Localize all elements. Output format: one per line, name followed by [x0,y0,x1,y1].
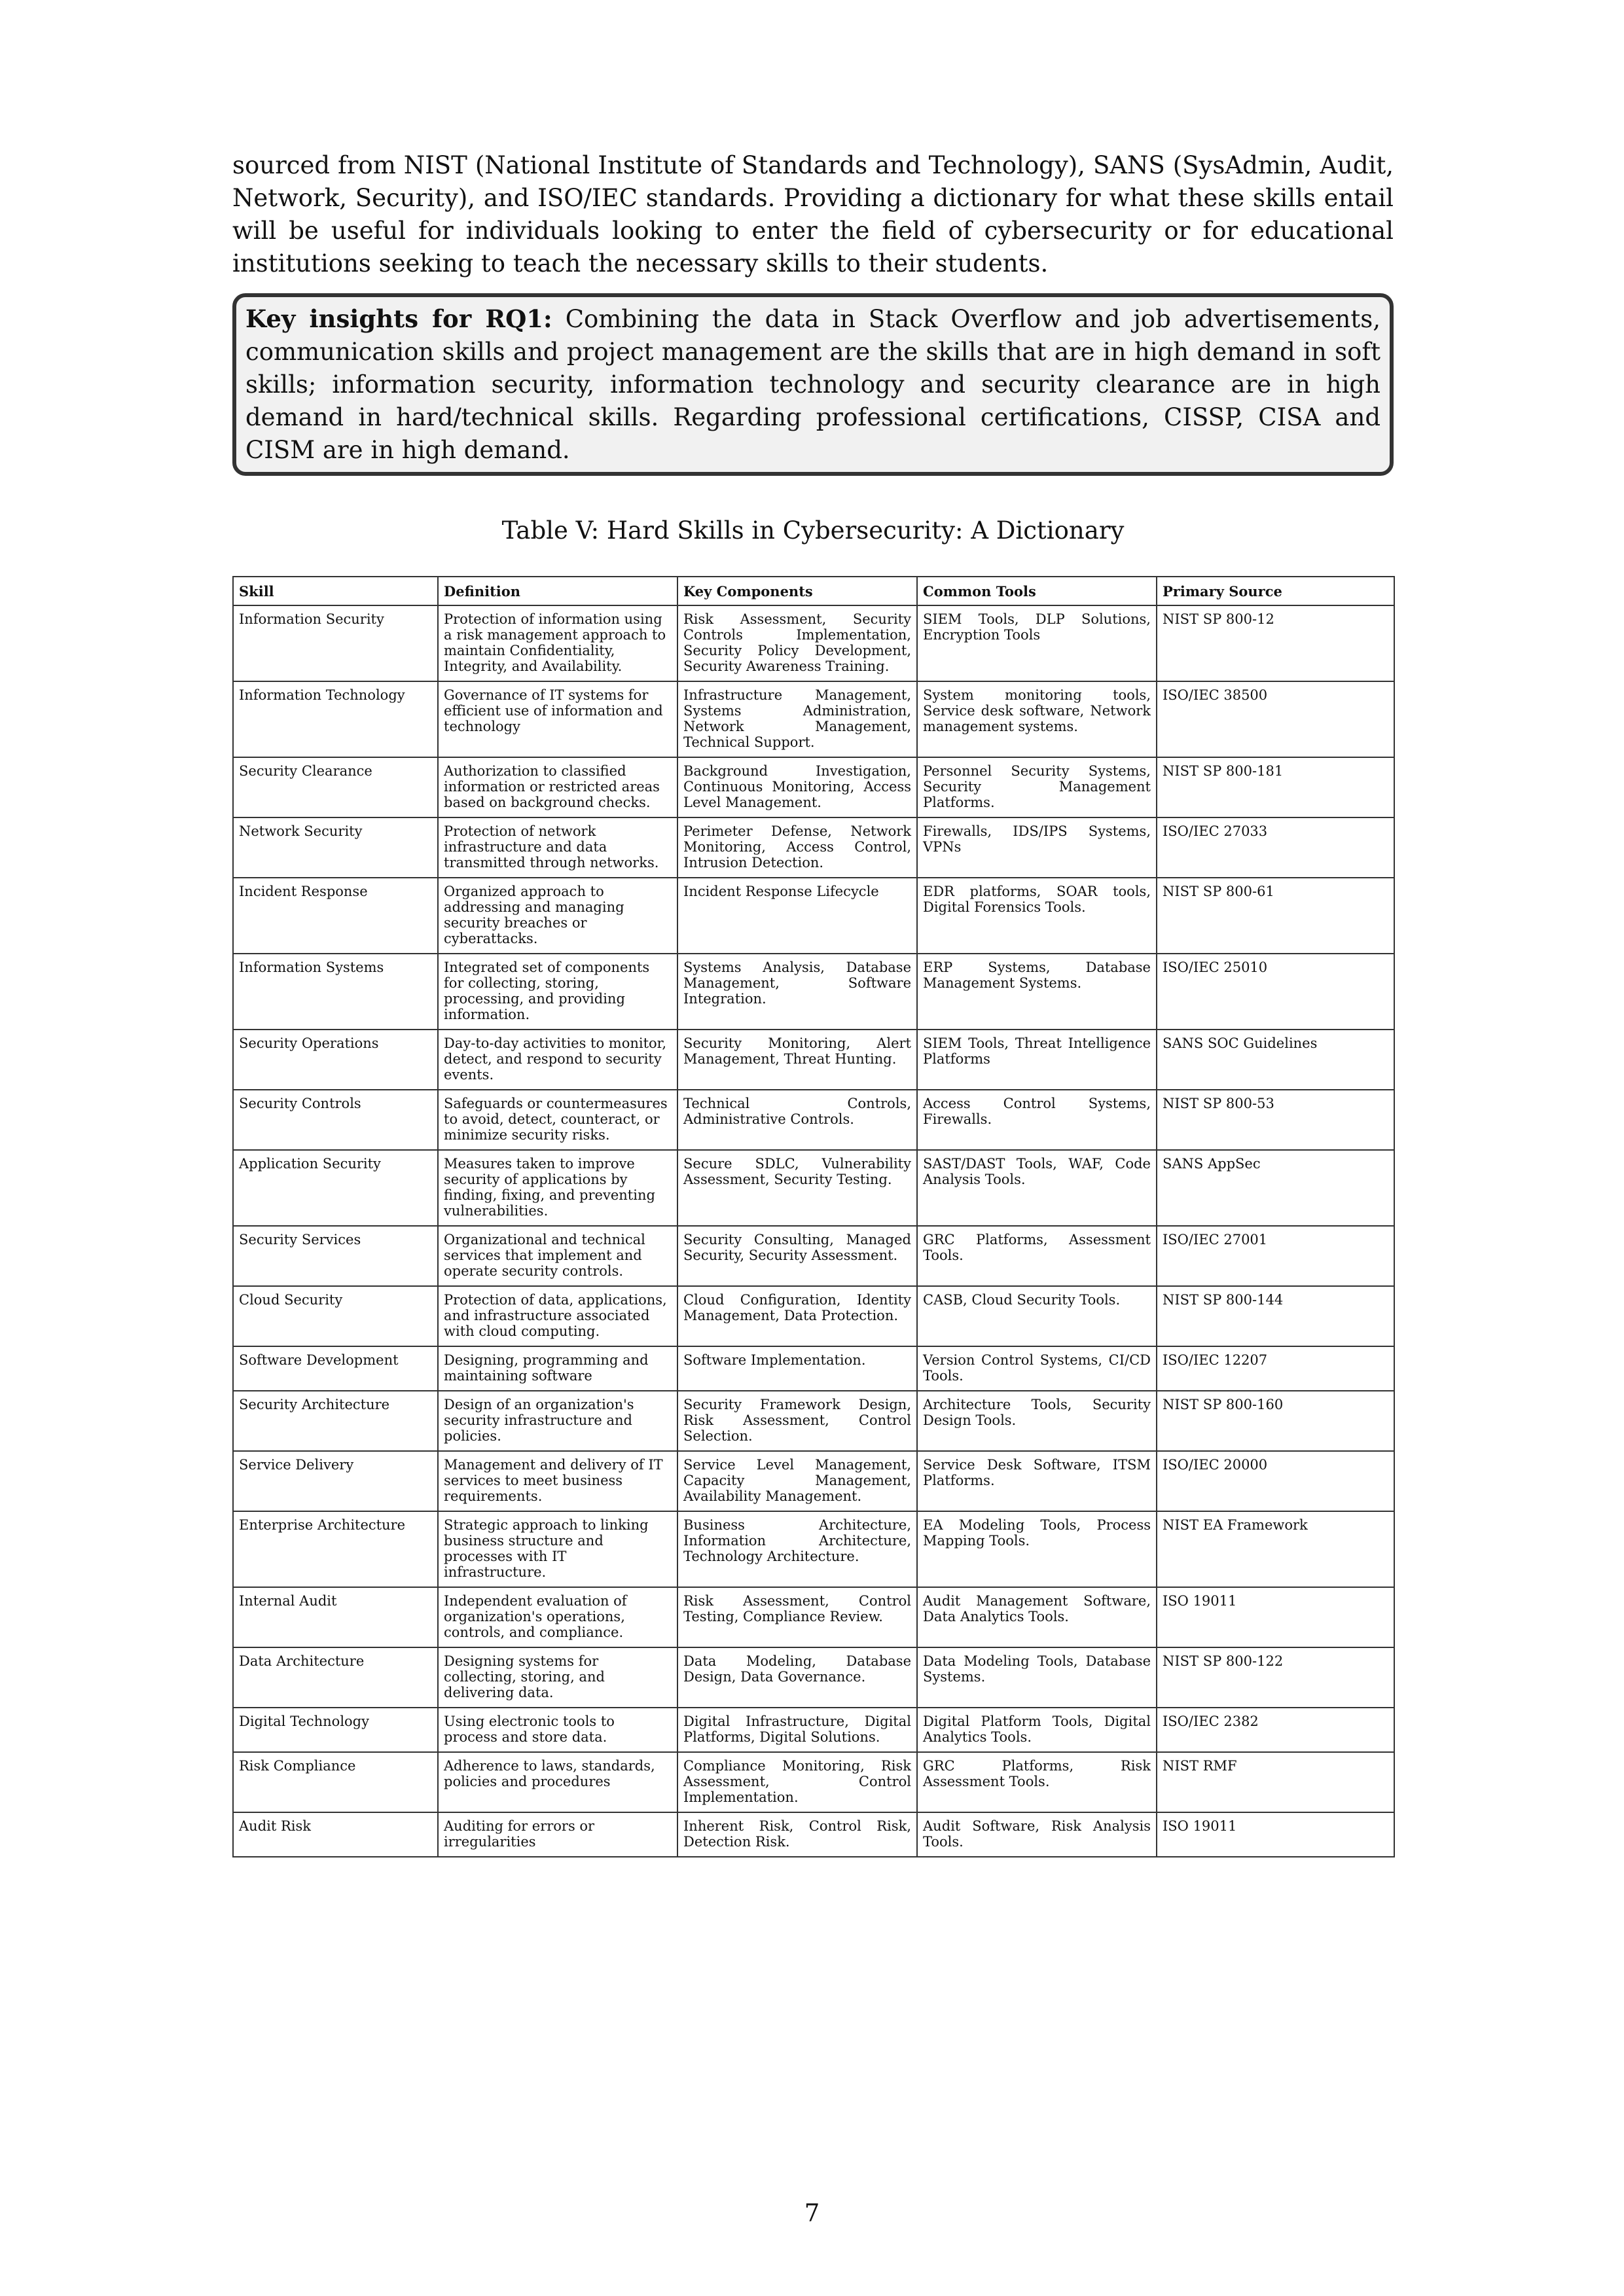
primary-source-cell: NIST SP 800-61 [1157,878,1394,954]
skill-cell: Network Security [233,817,438,878]
table-row [233,605,1394,681]
header-skill: Skill [233,577,438,605]
key-components-cell: Risk Assessment, Control Testing, Compliance Review. [677,1587,917,1647]
key-insights-box [232,293,1394,476]
skill-cell: Internal Audit [233,1587,438,1647]
table-header-row [233,577,1394,605]
primary-source-cell: ISO/IEC 38500 [1157,681,1394,757]
skill-cell: Security Services [233,1226,438,1286]
common-tools-cell: Audit Software, Risk Analysis Tools. [917,1812,1157,1857]
primary-source-cell: NIST SP 800-12 [1157,605,1394,681]
key-components-cell: Cloud Configuration, Identity Management, Data Protection. [677,1286,917,1346]
table-row [233,1708,1394,1752]
page-content [232,149,1394,1857]
table-row [233,1587,1394,1647]
definition-cell: Using electronic tools to process and store data. [438,1708,677,1752]
primary-source-cell: NIST SP 800-53 [1157,1090,1394,1150]
definition-cell: Day-to-day activities to monitor, detect, and respond to security events. [438,1030,677,1090]
table-row [233,1812,1394,1857]
definition-cell: Protection of information using a risk management approach to maintain Confidentiality, Integrity, and Availability. [438,605,677,681]
skill-cell: Incident Response [233,878,438,954]
common-tools-cell: Architecture Tools, Security Design Tools. [917,1391,1157,1451]
definition-cell: Protection of data, applications, and infrastructure associated with cloud computing. [438,1286,677,1346]
common-tools-cell: Digital Platform Tools, Digital Analytics Tools. [917,1708,1157,1752]
header-key-components: Key Components [677,577,917,605]
primary-source-cell: NIST RMF [1157,1752,1394,1812]
skill-cell: Application Security [233,1150,438,1226]
skill-cell: Security Operations [233,1030,438,1090]
common-tools-cell: Version Control Systems, CI/CD Tools. [917,1346,1157,1391]
common-tools-cell: EA Modeling Tools, Process Mapping Tools. [917,1511,1157,1587]
definition-cell: Safeguards or countermeasures to avoid, detect, counteract, or minimize security risks. [438,1090,677,1150]
definition-cell: Protection of network infrastructure and data transmitted through networks. [438,817,677,878]
skill-cell: Security Clearance [233,757,438,817]
skill-cell: Security Controls [233,1090,438,1150]
table-row [233,1647,1394,1708]
table-row [233,817,1394,878]
definition-cell: Organized approach to addressing and managing security breaches or cyberattacks. [438,878,677,954]
definition-cell: Management and delivery of IT services to meet business requirements. [438,1451,677,1511]
definition-cell: Designing, programming and maintaining software [438,1346,677,1391]
common-tools-cell: EDR platforms, SOAR tools, Digital Forensics Tools. [917,878,1157,954]
header-definition: Definition [438,577,677,605]
key-components-cell: Security Monitoring, Alert Management, Threat Hunting. [677,1030,917,1090]
primary-source-cell: ISO/IEC 2382 [1157,1708,1394,1752]
skill-cell: Audit Risk [233,1812,438,1857]
key-components-cell: Risk Assessment, Security Controls Implementation, Security Policy Development, Security Awareness Training. [677,605,917,681]
primary-source-cell: NIST SP 800-160 [1157,1391,1394,1451]
common-tools-cell: SIEM Tools, DLP Solutions, Encryption Tools [917,605,1157,681]
table-row [233,1346,1394,1391]
common-tools-cell: Personnel Security Systems, Security Management Platforms. [917,757,1157,817]
common-tools-cell: Audit Management Software, Data Analytics Tools. [917,1587,1157,1647]
table-body [233,605,1394,1857]
common-tools-cell: Access Control Systems, Firewalls. [917,1090,1157,1150]
key-insights-text: Combining the data in Stack Overflow and job advertisements, communication skills and project management are the skills that are in high demand in soft skills; information security, information technology and security clearance are in high demand in hard/technical skills. Regarding professional certifications, CISSP, CISA and CISM are in high demand. [245,305,1380,464]
header-common-tools: Common Tools [917,577,1157,605]
key-components-cell: Security Consulting, Managed Security, Security Assessment. [677,1226,917,1286]
primary-source-cell: NIST EA Framework [1157,1511,1394,1587]
skill-cell: Information Security [233,605,438,681]
table-row [233,1286,1394,1346]
primary-source-cell: NIST SP 800-181 [1157,757,1394,817]
common-tools-cell: ERP Systems, Database Management Systems. [917,954,1157,1030]
definition-cell: Integrated set of components for collecting, storing, processing, and providing information. [438,954,677,1030]
table-row [233,1752,1394,1812]
primary-source-cell: NIST SP 800-144 [1157,1286,1394,1346]
skill-cell: Security Architecture [233,1391,438,1451]
key-components-cell: Service Level Management, Capacity Management, Availability Management. [677,1451,917,1511]
table-row [233,1451,1394,1511]
common-tools-cell: CASB, Cloud Security Tools. [917,1286,1157,1346]
page-number: 7 [804,2199,820,2227]
table-row [233,1511,1394,1587]
primary-source-cell: ISO 19011 [1157,1587,1394,1647]
skill-cell: Risk Compliance [233,1752,438,1812]
header-primary-source: Primary Source [1157,577,1394,605]
key-components-cell: Data Modeling, Database Design, Data Governance. [677,1647,917,1708]
common-tools-cell: GRC Platforms, Assessment Tools. [917,1226,1157,1286]
key-components-cell: Security Framework Design, Risk Assessment, Control Selection. [677,1391,917,1451]
definition-cell: Designing systems for collecting, storing, and delivering data. [438,1647,677,1708]
skill-cell: Data Architecture [233,1647,438,1708]
key-components-cell: Infrastructure Management, Systems Administration, Network Management, Technical Support. [677,681,917,757]
common-tools-cell: Firewalls, IDS/IPS Systems, VPNs [917,817,1157,878]
key-components-cell: Secure SDLC, Vulnerability Assessment, Security Testing. [677,1150,917,1226]
common-tools-cell: SAST/DAST Tools, WAF, Code Analysis Tools. [917,1150,1157,1226]
hard-skills-table [232,576,1395,1857]
key-components-cell: Systems Analysis, Database Management, Software Integration. [677,954,917,1030]
common-tools-cell: Data Modeling Tools, Database Systems. [917,1647,1157,1708]
key-components-cell: Digital Infrastructure, Digital Platforms, Digital Solutions. [677,1708,917,1752]
table-row [233,954,1394,1030]
primary-source-cell: SANS SOC Guidelines [1157,1030,1394,1090]
key-components-cell: Perimeter Defense, Network Monitoring, Access Control, Intrusion Detection. [677,817,917,878]
primary-source-cell: ISO/IEC 12207 [1157,1346,1394,1391]
table-caption: Table V: Hard Skills in Cybersecurity: A Dictionary [501,516,1125,545]
common-tools-cell: SIEM Tools, Threat Intelligence Platforms [917,1030,1157,1090]
definition-cell: Authorization to classified information or restricted areas based on background checks. [438,757,677,817]
key-insights-label: Key insights for RQ1: [245,304,552,333]
definition-cell: Strategic approach to linking business structure and processes with IT infrastructure. [438,1511,677,1587]
primary-source-cell: ISO/IEC 27001 [1157,1226,1394,1286]
skill-cell: Information Technology [233,681,438,757]
skill-cell: Information Systems [233,954,438,1030]
primary-source-cell: ISO/IEC 25010 [1157,954,1394,1030]
definition-cell: Organizational and technical services that implement and operate security controls. [438,1226,677,1286]
definition-cell: Auditing for errors or irregularities [438,1812,677,1857]
definition-cell: Measures taken to improve security of applications by finding, fixing, and preventing vulnerabilities. [438,1150,677,1226]
key-components-cell: Incident Response Lifecycle [677,878,917,954]
table-row [233,1391,1394,1451]
table-row [233,1030,1394,1090]
table-row [233,757,1394,817]
skill-cell: Software Development [233,1346,438,1391]
primary-source-cell: SANS AppSec [1157,1150,1394,1226]
common-tools-cell: Service Desk Software, ITSM Platforms. [917,1451,1157,1511]
table-row [233,681,1394,757]
primary-source-cell: ISO/IEC 27033 [1157,817,1394,878]
key-components-cell: Inherent Risk, Control Risk, Detection Risk. [677,1812,917,1857]
table-row [233,878,1394,954]
table-row [233,1090,1394,1150]
definition-cell: Adherence to laws, standards, policies and procedures [438,1752,677,1812]
skill-cell: Service Delivery [233,1451,438,1511]
definition-cell: Design of an organization's security infrastructure and policies. [438,1391,677,1451]
table-row [233,1226,1394,1286]
skill-cell: Enterprise Architecture [233,1511,438,1587]
primary-source-cell: ISO 19011 [1157,1812,1394,1857]
key-components-cell: Background Investigation, Continuous Monitoring, Access Level Management. [677,757,917,817]
key-components-cell: Business Architecture, Information Architecture, Technology Architecture. [677,1511,917,1587]
primary-source-cell: NIST SP 800-122 [1157,1647,1394,1708]
table-row [233,1150,1394,1226]
key-components-cell: Compliance Monitoring, Risk Assessment, Control Implementation. [677,1752,917,1812]
key-components-cell: Technical Controls, Administrative Controls. [677,1090,917,1150]
skill-cell: Cloud Security [233,1286,438,1346]
common-tools-cell: System monitoring tools, Service desk software, Network management systems. [917,681,1157,757]
key-components-cell: Software Implementation. [677,1346,917,1391]
common-tools-cell: GRC Platforms, Risk Assessment Tools. [917,1752,1157,1812]
definition-cell: Governance of IT systems for efficient use of information and technology [438,681,677,757]
primary-source-cell: ISO/IEC 20000 [1157,1451,1394,1511]
intro-paragraph: sourced from NIST (National Institute of Standards and Technology), SANS (SysAdmin, Audit, Network, Security), and ISO/IEC standards. Providing a dictionary for what these skills entail will be useful for individuals looking to enter the field of cybersecurity or for educational institutions seeking to teach the necessary skills to their students. [232,151,1394,278]
definition-cell: Independent evaluation of organization's operations, controls, and compliance. [438,1587,677,1647]
skill-cell: Digital Technology [233,1708,438,1752]
